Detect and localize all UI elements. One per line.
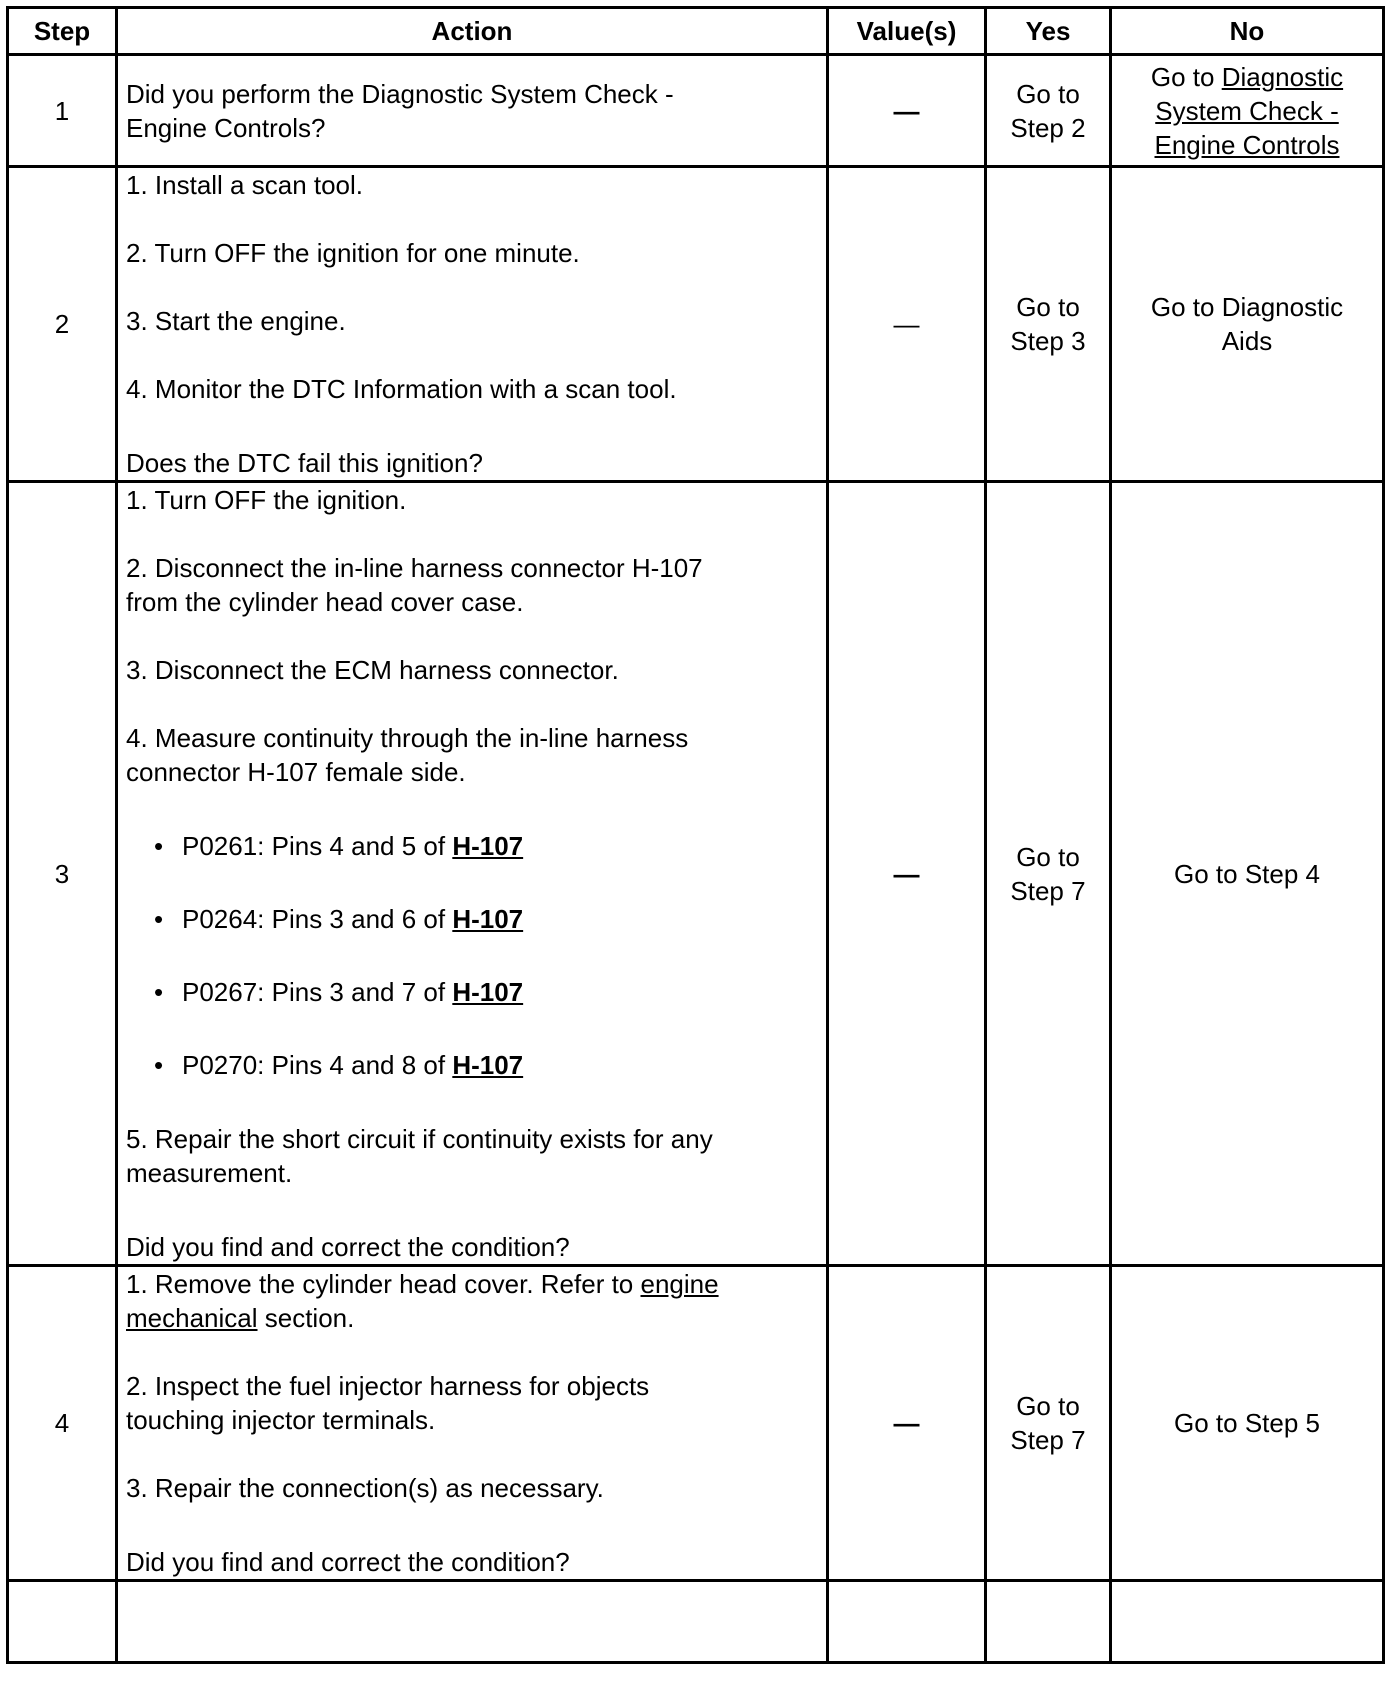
action-cell [117, 482, 828, 1266]
action-cell [117, 1266, 828, 1581]
connector-h107-link[interactable]: H-107 [452, 904, 524, 934]
yes-cell [986, 167, 1111, 482]
action-step: 1. Install a scan tool. [126, 170, 364, 200]
value-cell: — [828, 167, 986, 482]
diagnostic-table [6, 6, 1385, 1664]
no-cell [1111, 1266, 1384, 1581]
step-number: 3 [8, 482, 117, 1266]
yes-line: Step 3 [1010, 326, 1086, 356]
action-cell [117, 167, 828, 482]
step-number: 4 [8, 1266, 117, 1581]
pin-list [126, 829, 818, 1082]
no-cell [1111, 482, 1384, 1266]
header-action: Action [117, 8, 828, 55]
no-cell [1111, 55, 1384, 167]
no-line: Go to Step 4 [1174, 858, 1320, 889]
table-row-step-3 [8, 482, 1384, 1266]
action-step: 2. Disconnect the in-line harness connector H-107 [126, 553, 703, 583]
pin-list-item [154, 1048, 818, 1082]
action-step: 3. Start the engine. [126, 306, 346, 336]
no-line: Aids [1221, 326, 1273, 356]
action-step: measurement. [126, 1158, 293, 1188]
header-no: No [1111, 8, 1384, 55]
yes-line: Go to [1016, 841, 1080, 872]
yes-line: Go to [1016, 78, 1080, 109]
yes-line: Go to [1016, 292, 1080, 322]
connector-h107-link[interactable]: H-107 [452, 831, 524, 861]
action-step: 4. Measure continuity through the in-line harness [126, 723, 689, 753]
action-step: 2. Inspect the fuel injector harness for objects [126, 1371, 650, 1401]
table-row-step-1 [8, 55, 1384, 167]
action-step: 4. Monitor the DTC Information with a scan tool. [126, 374, 677, 404]
yes-line: Step 7 [1010, 875, 1086, 906]
empty-cell [117, 1581, 828, 1663]
table-row-empty [8, 1581, 1384, 1663]
yes-line: Go to [1016, 1391, 1080, 1421]
no-line: Go to Diagnostic [1150, 292, 1344, 322]
action-line: Engine Controls? [126, 112, 326, 143]
pin-text: P0270: Pins 4 and 8 of [182, 1050, 453, 1080]
diagnostic-system-check-link[interactable]: Engine Controls [1154, 129, 1340, 160]
pin-list-item [154, 829, 818, 863]
pin-list-item [154, 902, 818, 936]
yes-cell [986, 55, 1111, 167]
empty-cell [8, 1581, 117, 1663]
connector-h107-link[interactable]: H-107 [452, 1050, 524, 1080]
connector-h107-link[interactable]: H-107 [452, 977, 524, 1007]
action-step: section. [257, 1303, 355, 1333]
table-row-step-2 [8, 167, 1384, 482]
value-cell: — [828, 1266, 986, 1581]
action-step: 1. Turn OFF the ignition. [126, 485, 407, 515]
empty-cell [1111, 1581, 1384, 1663]
empty-cell [828, 1581, 986, 1663]
header-row [8, 8, 1384, 55]
no-cell [1111, 167, 1384, 482]
yes-cell [986, 1266, 1111, 1581]
diagnostic-system-check-link[interactable]: System Check - [1155, 95, 1339, 126]
pin-list-item [154, 975, 818, 1009]
value-cell: — [828, 482, 986, 1266]
action-step: 5. Repair the short circuit if continuity exists for any [126, 1124, 713, 1154]
action-step: 2. Turn OFF the ignition for one minute. [126, 238, 580, 268]
yes-line: Step 2 [1010, 112, 1086, 143]
empty-cell [986, 1581, 1111, 1663]
bullet-icon: • [154, 904, 164, 934]
header-values: Value(s) [828, 8, 986, 55]
value-cell: — [828, 55, 986, 167]
diagnostic-system-check-link[interactable]: Diagnostic [1221, 61, 1344, 92]
step-number: 1 [8, 55, 117, 167]
pin-text: P0261: Pins 4 and 5 of [182, 831, 453, 861]
action-cell [117, 55, 828, 167]
no-line: Go to Step 5 [1174, 1408, 1320, 1438]
pin-text: P0264: Pins 3 and 6 of [182, 904, 453, 934]
pin-text: P0267: Pins 3 and 7 of [182, 977, 453, 1007]
action-question: Does the DTC fail this ignition? [126, 448, 483, 478]
action-step: 3. Repair the connection(s) as necessary. [126, 1473, 604, 1503]
action-step: 3. Disconnect the ECM harness connector. [126, 655, 619, 685]
engine-mechanical-link[interactable]: engine [640, 1269, 719, 1299]
engine-mechanical-link[interactable]: mechanical [126, 1303, 258, 1333]
action-step: connector H-107 female side. [126, 757, 466, 787]
action-line: Did you perform the Diagnostic System Check - [126, 78, 674, 109]
bullet-icon: • [154, 977, 164, 1007]
bullet-icon: • [154, 831, 164, 861]
bullet-icon: • [154, 1050, 164, 1080]
yes-line: Step 7 [1010, 1425, 1086, 1455]
action-question: Did you find and correct the condition? [126, 1547, 570, 1577]
action-step: from the cylinder head cover case. [126, 587, 524, 617]
action-step: touching injector terminals. [126, 1405, 436, 1435]
yes-cell [986, 482, 1111, 1266]
action-question: Did you find and correct the condition? [126, 1232, 570, 1262]
no-prefix: Go to [1150, 61, 1222, 92]
table-row-step-4 [8, 1266, 1384, 1581]
step-number: 2 [8, 167, 117, 482]
header-step: Step [8, 8, 117, 55]
action-step: 1. Remove the cylinder head cover. Refer to [126, 1269, 641, 1299]
header-yes: Yes [986, 8, 1111, 55]
